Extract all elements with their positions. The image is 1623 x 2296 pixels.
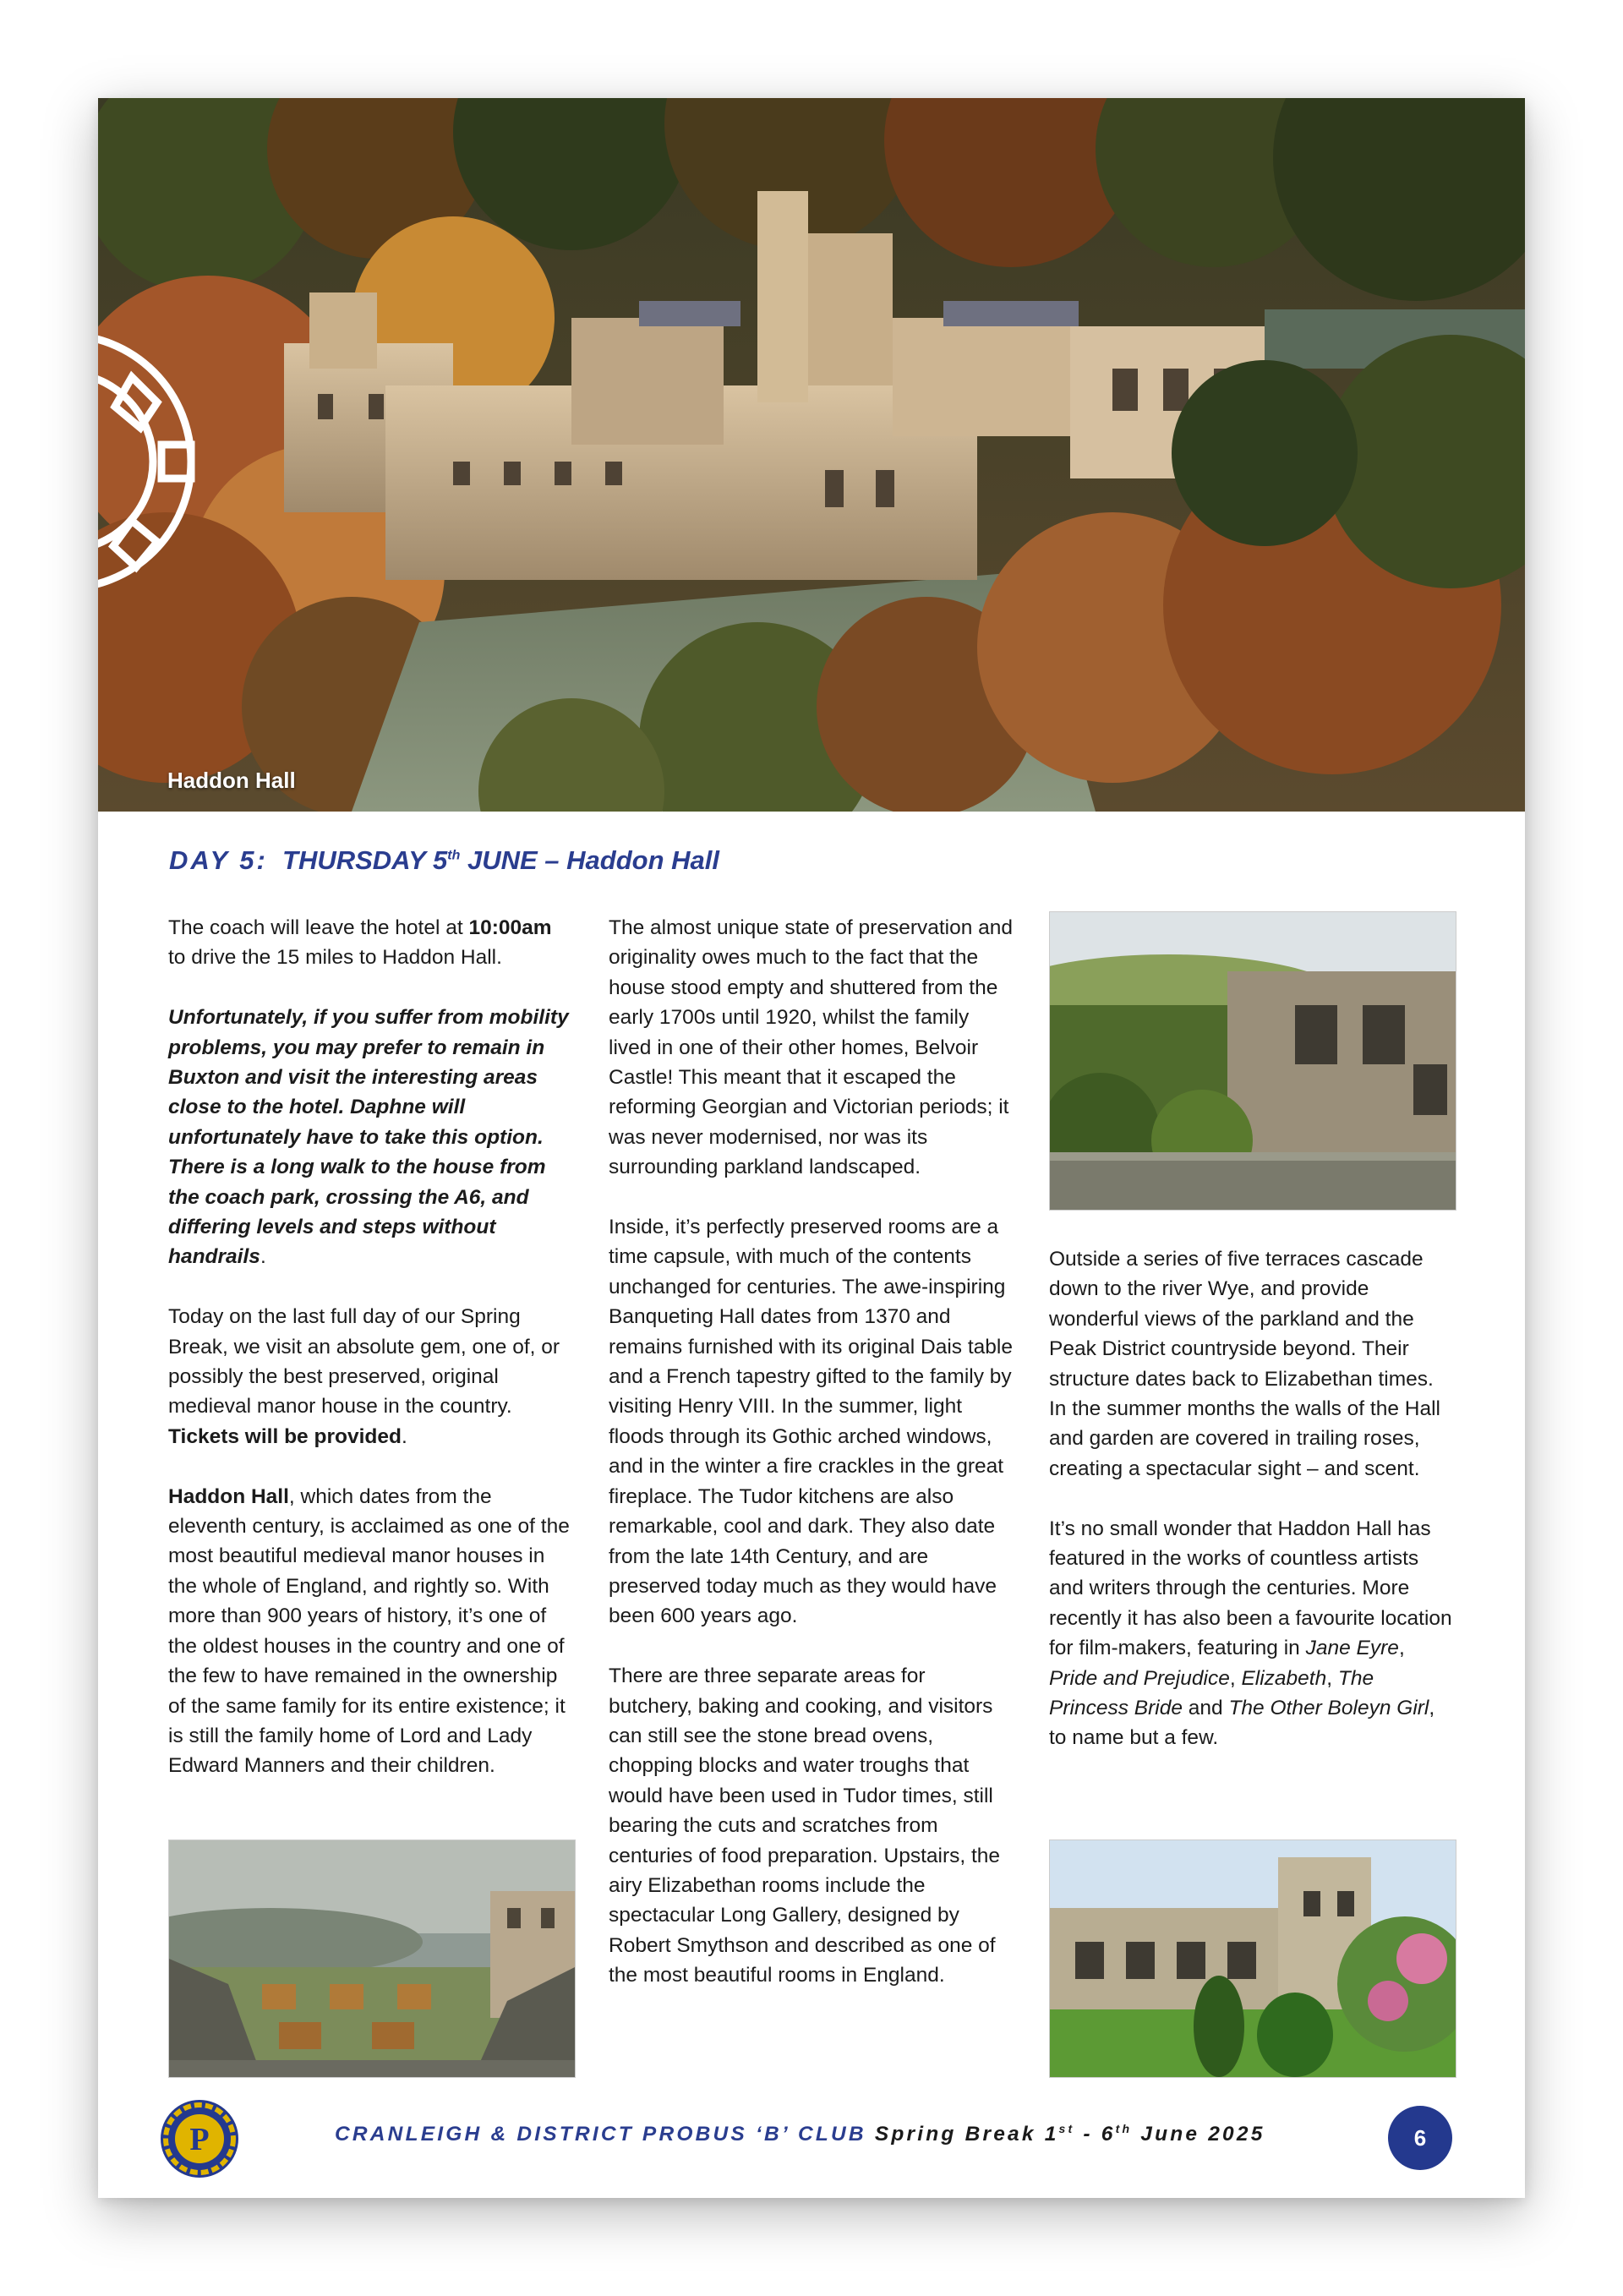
- film-separator: and: [1182, 1697, 1229, 1720]
- mobility-warning-end: .: [260, 1245, 266, 1269]
- haddon-hall-bold: Haddon Hall: [168, 1484, 289, 1508]
- paragraph-preservation: The almost unique state of preservation and originality owes much to the fact that the house stood empty and shuttered from the early 1700s until 1920, whilst the family lived in one of their other homes, Belvoir Castle! This meant that it escaped the reforming Georgian and Victorian periods; it was never modernised, nor was its surrounding parkland landscaped.: [609, 916, 1014, 1179]
- film-separator: ,: [1398, 1637, 1405, 1660]
- film-elizabeth: Elizabeth: [1241, 1666, 1327, 1690]
- film-pride-and-prejudice: Pride and Prejudice: [1049, 1666, 1230, 1690]
- brochure-page: [98, 98, 1525, 2198]
- footer-event-a: Spring Break 1: [874, 2123, 1059, 2146]
- paragraph-interior: Inside, it’s perfectly preserved rooms are a time capsule, with much of the contents unchanged for centuries. The awe-inspiring Banqueting Hall dates from 1370 and remains furnished with its original Dais table and a French tapestry gifted to the family by visiting Henry VIII. In the summer, light floods through its Gothic arched windows, and in the winter a fire crackles in the great fireplace. The Tudor kitchens are also remarkable, cool and dark. They also date from the late 14th Century, and are preserved today much as they would have been 600 years ago.: [609, 1216, 1013, 1628]
- film-other-boleyn-girl: The Other Boleyn Girl: [1228, 1697, 1429, 1720]
- photo-hall-garden-view: [1049, 911, 1456, 1211]
- heading-date-suffix: th: [447, 848, 461, 863]
- paragraph-departure: [168, 913, 574, 973]
- text-column-2: [609, 913, 1014, 2020]
- footer-event-c: June 2025: [1132, 2123, 1265, 2146]
- probus-logo-icon: [159, 2098, 240, 2179]
- departure-text: The coach will leave the hotel at: [168, 916, 469, 939]
- paragraph-kitchens: There are three separate areas for butchery, baking and cooking, and visitors can still see the stone bread ovens, chopping blocks and water troughs that would have been used in Tudor times, still bearing the cuts and scratches from centuries of food preparation. Upstairs, the airy Elizabethan rooms include the spectacular Long Gallery, designed by Robert Smythson and described as one of the most beautiful rooms in England.: [609, 1665, 1001, 1987]
- film-princess-bride: The Princess Bride: [1049, 1666, 1374, 1720]
- footer-club-name: CRANLEIGH & DISTRICT PROBUS ‘B’ CLUB: [335, 2123, 866, 2146]
- paragraph-films: [1049, 1514, 1455, 1753]
- films-end: , to name but a few.: [1049, 1697, 1435, 1750]
- text-column-3: [1049, 1244, 1455, 1783]
- hero-illustration: [98, 98, 1525, 812]
- footer-title: [335, 2122, 1332, 2146]
- paragraph-mobility-warning: [168, 1003, 574, 1272]
- paragraph-intro: [168, 1302, 574, 1451]
- hall-garden-illustration: [1050, 912, 1456, 1210]
- hero-caption: Haddon Hall: [167, 768, 296, 793]
- films-intro: It’s no small wonder that Haddon Hall has featured in the works of countless artists and writers through the centuries. More recently it has also been a favourite location for film-makers, featuring in: [1049, 1517, 1452, 1660]
- footer-event-sup1: st: [1058, 2122, 1075, 2135]
- film-separator: ,: [1326, 1666, 1338, 1690]
- footer-event-b: - 6: [1074, 2123, 1116, 2146]
- page-number-badge: 6: [1388, 2106, 1452, 2170]
- film-separator: ,: [1229, 1666, 1242, 1690]
- text-column-1: [168, 913, 574, 1811]
- footer-event: [875, 2123, 1265, 2146]
- departure-text-end: to drive the 15 miles to Haddon Hall.: [168, 946, 502, 970]
- probus-logo-letter: P: [189, 2122, 210, 2157]
- photo-terrace-garden: [168, 1840, 576, 2078]
- photo-hall-lawn: [1049, 1840, 1456, 2078]
- heading-rest: JUNE – Haddon Hall: [467, 845, 719, 875]
- heading-weekday: THURSDAY 5: [282, 845, 448, 875]
- day-heading: [169, 845, 719, 876]
- terrace-garden-illustration: [169, 1840, 575, 2077]
- footer-event-sup2: th: [1115, 2122, 1133, 2135]
- paragraph-terraces: Outside a series of five terraces cascade down to the river Wye, and provide wonderful views of the parkland and the Peak District countryside beyond. Their structure dates back to Elizabethan times. In the summer months the walls of the Hall and garden are covered in trailing roses, creating a spectacular sight – and scent.: [1049, 1248, 1440, 1480]
- departure-time: 10:00am: [468, 916, 552, 939]
- mobility-warning-text: Unfortunately, if you suffer from mobility problems, you may prefer to remain in Buxton and visit the interesting areas close to the hotel. Daphne will unfortunately have to take this option. There is a long walk to the house from the coach park, crossing the A6, and differing levels and steps without handrails: [168, 1006, 569, 1269]
- tickets-note: Tickets will be provided: [168, 1424, 402, 1448]
- intro-text: Today on the last full day of our Spring Break, we visit an absolute gem, one of, or possibly the best preserved, original medieval manor house in the country.: [168, 1305, 560, 1419]
- hero-photo-haddon-hall: [98, 98, 1525, 812]
- film-jane-eyre: Jane Eyre: [1305, 1637, 1399, 1660]
- history-text: , which dates from the eleventh century, is acclaimed as one of the most beautiful medieval manor houses in the whole of England, and rightly so. With more than 900 years of history, it’s one of the oldest houses in the country and one of the few to have remained in the ownership of the same family for its entire existence; it is still the family home of Lord and Lady Edward Manners and their children.: [168, 1484, 570, 1778]
- hall-lawn-illustration: [1050, 1840, 1456, 2077]
- probus-logo: [159, 2098, 240, 2179]
- day-label: DAY 5:: [169, 845, 268, 875]
- paragraph-history: [168, 1482, 574, 1781]
- intro-end: .: [401, 1424, 407, 1448]
